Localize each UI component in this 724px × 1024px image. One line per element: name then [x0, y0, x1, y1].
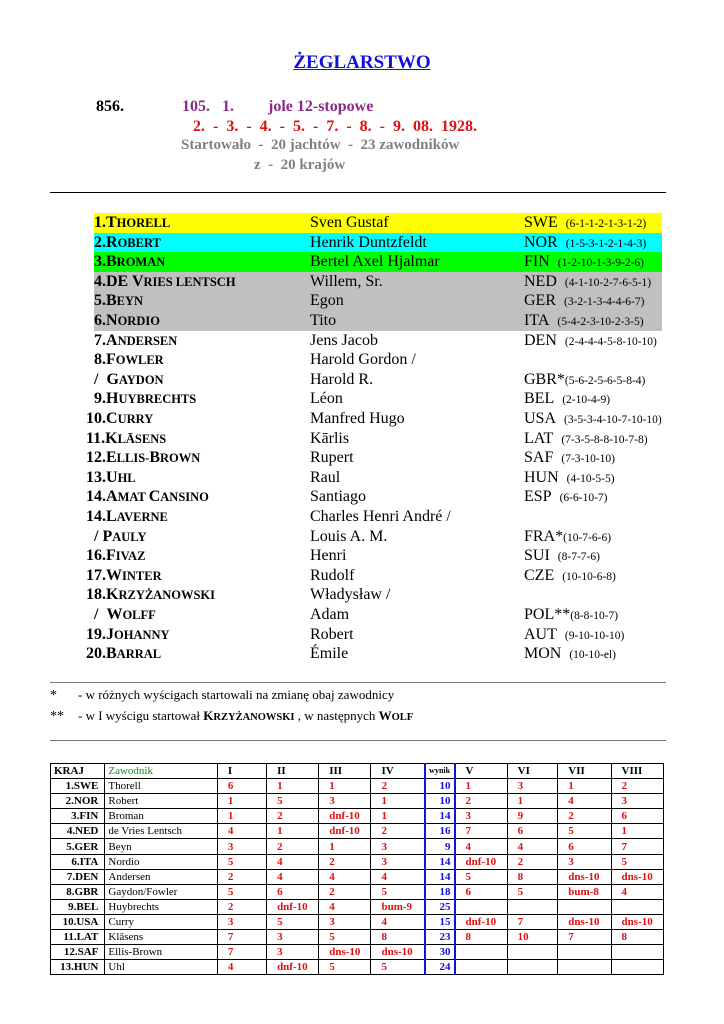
- race-cell: 2: [371, 779, 425, 794]
- result-row: [94, 311, 662, 331]
- note-mark: *: [50, 688, 57, 703]
- competitor-first-name: Manfred Hugo: [310, 410, 405, 427]
- country-cell: 11.LAT: [51, 930, 105, 945]
- country-and-races: FIN (1-2-10-1-3-9-2-6): [524, 253, 644, 271]
- event-name: jole 12-stopowe: [268, 98, 374, 115]
- result-row: [86, 331, 668, 351]
- result-row: [94, 272, 662, 292]
- country-cell: 8.GBR: [51, 884, 105, 899]
- race-cell: 1: [507, 794, 558, 809]
- competitor-surname: 2.ROBERT: [94, 233, 161, 251]
- table-header-row: [51, 764, 664, 779]
- race-cell: 6: [558, 839, 611, 854]
- competitor-first-name: Kārlis: [310, 429, 350, 447]
- race-cell: 4: [217, 960, 266, 975]
- country-and-races: LAT (7-3-5-8-8-10-7-8): [524, 429, 648, 447]
- race-cell: 5: [371, 884, 425, 899]
- country-and-races: POL**(8-8-10-7): [524, 606, 619, 623]
- race-cell: 5: [455, 869, 508, 884]
- competitor-surname: 7.ANDERSEN: [94, 331, 178, 349]
- competitor-cell: Andersen: [105, 869, 217, 884]
- event-countries: z - 20 krajów: [254, 157, 346, 173]
- race-cell: 2: [507, 854, 558, 869]
- total-cell: 16: [425, 824, 455, 839]
- race-cell: 3: [319, 794, 371, 809]
- competitor-surname: 5.BEYN: [94, 292, 144, 310]
- race-cell: dnf-10: [319, 809, 371, 824]
- race-cell: 1: [217, 809, 266, 824]
- divider: [50, 740, 666, 741]
- race-cell: 2: [455, 794, 508, 809]
- competitor-surname: 10.CURRY: [86, 410, 154, 427]
- race-cell: dns-10: [611, 914, 663, 929]
- competitor-first-name: Jens Jacob: [310, 331, 378, 349]
- competitor-first-name: Raul: [310, 468, 341, 486]
- competitor-surname: 8.FOWLER: [94, 351, 164, 369]
- country-and-races: SWE (6-1-1-2-1-3-1-2): [524, 214, 647, 231]
- race-cell: 4: [267, 854, 319, 869]
- total-cell: 24: [425, 960, 455, 975]
- result-row: [86, 448, 668, 468]
- note-single-star: [50, 687, 394, 704]
- country-and-races: DEN (2-4-4-4-5-8-10-10): [524, 331, 657, 349]
- competitor-surname: 20.BARRAL: [86, 645, 162, 663]
- race-cell: bum-8: [558, 884, 611, 899]
- competitor-surname: 14.AMAT CANSINO: [86, 488, 209, 506]
- race-cell: 10: [507, 930, 558, 945]
- country-cell: 5.GER: [51, 839, 105, 854]
- table-row: [51, 824, 664, 839]
- race-cell: 6: [267, 884, 319, 899]
- table-header-cell: II: [267, 764, 319, 779]
- race-cell: 2: [319, 854, 371, 869]
- table-header-cell: wynik: [425, 764, 455, 779]
- result-row: [86, 507, 668, 527]
- race-cell: 7: [507, 914, 558, 929]
- table-row: [51, 884, 664, 899]
- race-cell: 2: [217, 899, 266, 914]
- country-and-races: GER (3-2-1-3-4-4-6-7): [524, 292, 645, 310]
- country-and-races: ITA (5-4-2-3-10-2-3-5): [524, 312, 644, 329]
- competitor-first-name: Harold Gordon /: [310, 351, 416, 369]
- race-cell: 4: [267, 869, 319, 884]
- table-header-cell: VIII: [611, 764, 663, 779]
- country-cell: 1.SWE: [51, 779, 105, 794]
- competitor-surname: / PAULY: [94, 527, 147, 545]
- competitor-surname: / WOLFF: [94, 606, 156, 623]
- competitor-first-name: Louis A. M.: [310, 527, 388, 545]
- race-cell: [455, 960, 508, 975]
- competitor-first-name: Henrik Duntzfeldt: [310, 233, 427, 251]
- race-cell: 3: [371, 854, 425, 869]
- event-started: Startowało - 20 jachtów - 23 zawodników: [181, 137, 460, 153]
- race-cell: 6: [611, 809, 663, 824]
- race-cell: 1: [217, 794, 266, 809]
- competitor-surname: 18.KRZYŻANOWSKI: [86, 586, 215, 604]
- race-cell: [558, 899, 611, 914]
- total-cell: 30: [425, 945, 455, 960]
- race-cell: dns-10: [319, 945, 371, 960]
- race-cell: dnf-10: [267, 960, 319, 975]
- country-and-races: BEL (2-10-4-9): [524, 390, 611, 408]
- table-row: [51, 869, 664, 884]
- country-cell: 10.USA: [51, 914, 105, 929]
- country-cell: 4.NED: [51, 824, 105, 839]
- table-header-cell: VII: [558, 764, 611, 779]
- country-cell: 3.FIN: [51, 809, 105, 824]
- table-row: [51, 779, 664, 794]
- race-cell: 6: [455, 884, 508, 899]
- country-and-races: NOR (1-5-3-1-2-1-4-3): [524, 233, 647, 251]
- competitor-surname: 19.JOHANNY: [86, 625, 170, 643]
- competitor-cell: Broman: [105, 809, 217, 824]
- table-header-cell: VI: [507, 764, 558, 779]
- race-cell: 1: [371, 809, 425, 824]
- competitor-surname: 17.WINTER: [86, 566, 162, 584]
- competitor-cell: Nordio: [105, 854, 217, 869]
- race-cell: 3: [217, 839, 266, 854]
- total-cell: 15: [425, 914, 455, 929]
- country-and-races: SUI (8-7-7-6): [524, 547, 600, 565]
- race-cell: [507, 945, 558, 960]
- race-cell: 3: [267, 945, 319, 960]
- competitor-cell: de Vries Lentsch: [105, 824, 217, 839]
- competitor-first-name: Bertel Axel Hjalmar: [310, 253, 440, 271]
- race-cell: 4: [371, 869, 425, 884]
- country-and-races: GBR*(5-6-2-5-6-5-8-4): [524, 370, 646, 388]
- total-cell: 10: [425, 794, 455, 809]
- race-cell: 5: [217, 854, 266, 869]
- total-cell: 18: [425, 884, 455, 899]
- note-text: - w różnych wyścigach startowali na zmianę obaj zawodnicy: [78, 687, 395, 702]
- race-cell: 2: [217, 869, 266, 884]
- event-number: 856.: [96, 98, 124, 115]
- competitor-cell: Ellis-Brown: [105, 945, 217, 960]
- race-cell: 1: [371, 794, 425, 809]
- race-cell: 8: [507, 869, 558, 884]
- country-and-races: MON (10-10-el): [524, 645, 616, 663]
- competitor-surname: 4.DE VRIES LENTSCH: [94, 272, 236, 290]
- race-cell: 3: [371, 839, 425, 854]
- country-and-races: HUN (4-10-5-5): [524, 468, 615, 486]
- race-cell: 5: [319, 930, 371, 945]
- divider: [50, 192, 666, 193]
- country-and-races: USA (3-5-3-4-10-7-10-10): [524, 410, 662, 427]
- result-row: [86, 644, 668, 664]
- table-row: [51, 839, 664, 854]
- race-cell: 1: [455, 779, 508, 794]
- country-cell: 12.SAF: [51, 945, 105, 960]
- race-cell: [611, 899, 663, 914]
- result-row: [86, 370, 668, 390]
- race-cell: 7: [558, 930, 611, 945]
- competitor-surname: 11.KLĀSENS: [86, 429, 167, 447]
- total-cell: 10: [425, 779, 455, 794]
- race-cell: [611, 960, 663, 975]
- race-cell: [507, 960, 558, 975]
- country-and-races: AUT (9-10-10-10): [524, 625, 625, 643]
- race-cell: 5: [267, 794, 319, 809]
- result-row: [86, 389, 668, 409]
- result-row: [86, 605, 668, 625]
- event-code: 105. 1.: [182, 98, 234, 115]
- result-row: [86, 429, 668, 449]
- race-cell: bum-9: [371, 899, 425, 914]
- result-row: [94, 233, 662, 253]
- competitor-first-name: Willem, Sr.: [310, 272, 383, 290]
- total-cell: 9: [425, 839, 455, 854]
- result-row: [94, 291, 662, 311]
- note-name-wolf: WOLF: [378, 708, 414, 723]
- race-cell: 8: [455, 930, 508, 945]
- race-cell: 2: [267, 809, 319, 824]
- competitor-surname: 13.UHL: [86, 468, 136, 486]
- result-row: [86, 546, 668, 566]
- race-cell: 4: [217, 824, 266, 839]
- total-cell: 14: [425, 854, 455, 869]
- competitor-cell: Gaydon/Fowler: [105, 884, 217, 899]
- race-cell: 4: [371, 914, 425, 929]
- competitor-cell: Robert: [105, 794, 217, 809]
- race-cell: 3: [611, 794, 663, 809]
- result-row: [86, 527, 668, 547]
- race-cell: [558, 945, 611, 960]
- race-cell: dnf-10: [455, 854, 508, 869]
- table-row: [51, 809, 664, 824]
- competitor-surname: 12.ELLIS-BROWN: [86, 449, 201, 467]
- country-cell: 2.NOR: [51, 794, 105, 809]
- race-cell: 4: [611, 884, 663, 899]
- race-cell: 2: [319, 884, 371, 899]
- race-cell: [611, 945, 663, 960]
- total-cell: 25: [425, 899, 455, 914]
- race-cell: 1: [611, 824, 663, 839]
- result-row: [94, 252, 662, 272]
- country-and-races: CZE (10-10-6-8): [524, 566, 616, 584]
- table-header-cell: Zawodnik: [105, 764, 217, 779]
- result-row: [86, 625, 668, 645]
- race-cell: 5: [558, 824, 611, 839]
- country-and-races: SAF (7-3-10-10): [524, 449, 616, 467]
- race-cell: 1: [558, 779, 611, 794]
- table-row: [51, 945, 664, 960]
- race-cell: dns-10: [371, 945, 425, 960]
- country-and-races: ESP (6-6-10-7): [524, 488, 608, 506]
- race-cell: 2: [558, 809, 611, 824]
- competitor-first-name: Émile: [310, 645, 349, 663]
- competitor-surname: / GAYDON: [94, 370, 164, 388]
- race-cell: 4: [319, 869, 371, 884]
- table-row: [51, 854, 664, 869]
- country-and-races: NED (4-1-10-2-7-6-5-1): [524, 272, 652, 290]
- race-cell: 8: [371, 930, 425, 945]
- race-cell: 1: [267, 779, 319, 794]
- competitor-first-name: Henri: [310, 547, 347, 565]
- race-cell: dnf-10: [267, 899, 319, 914]
- result-row: [86, 566, 668, 586]
- competitor-surname: 16.FIVAZ: [86, 547, 146, 565]
- race-cell: dns-10: [558, 914, 611, 929]
- country-and-races: FRA*(10-7-6-6): [524, 527, 612, 545]
- competitor-cell: Thorell: [105, 779, 217, 794]
- note-name-krzyzanowski: KRZYŻANOWSKI: [203, 708, 295, 723]
- result-row: [94, 213, 662, 233]
- note-double-star: [50, 708, 413, 725]
- race-cell: 7: [217, 945, 266, 960]
- divider: [50, 682, 666, 683]
- table-row: [51, 794, 664, 809]
- race-cell: 4: [558, 794, 611, 809]
- race-cell: dnf-10: [319, 824, 371, 839]
- page-title: ŻEGLARSTWO: [293, 52, 431, 73]
- table-header-cell: V: [455, 764, 508, 779]
- competitor-surname: 14.LAVERNE: [86, 508, 168, 525]
- result-row: [86, 585, 668, 605]
- competitor-first-name: Santiago: [310, 488, 366, 506]
- competitor-surname: 6.NORDIO: [94, 312, 160, 329]
- event-dates: 2. - 3. - 4. - 5. - 7. - 8. - 9. 08. 1928.: [193, 118, 477, 135]
- race-cell: 4: [455, 839, 508, 854]
- table-header-cell: I: [217, 764, 266, 779]
- race-cell: dns-10: [558, 869, 611, 884]
- table-row: [51, 914, 664, 929]
- competitor-cell: Curry: [105, 914, 217, 929]
- race-cell: 6: [507, 824, 558, 839]
- race-cell: 4: [507, 839, 558, 854]
- competitor-first-name: Rudolf: [310, 566, 355, 584]
- result-row: [86, 350, 668, 370]
- competitor-first-name: Rupert: [310, 449, 354, 467]
- competitor-first-name: Egon: [310, 292, 344, 310]
- race-cell: 8: [611, 930, 663, 945]
- country-cell: 6.ITA: [51, 854, 105, 869]
- race-cell: 7: [611, 839, 663, 854]
- competitor-cell: Huybrechts: [105, 899, 217, 914]
- competitor-cell: Beyn: [105, 839, 217, 854]
- competitor-first-name: Robert: [310, 625, 354, 643]
- race-cell: 5: [319, 960, 371, 975]
- table-row: [51, 960, 664, 975]
- race-cell: 5: [371, 960, 425, 975]
- table-header-cell: IV: [371, 764, 425, 779]
- race-cell: 3: [267, 930, 319, 945]
- race-cell: 4: [319, 899, 371, 914]
- race-cell: 5: [507, 884, 558, 899]
- result-row: [86, 487, 668, 507]
- note-mark: **: [50, 709, 64, 724]
- competitor-first-name: Władysław /: [310, 586, 391, 604]
- results-table: [50, 763, 664, 975]
- race-cell: 9: [507, 809, 558, 824]
- race-cell: 1: [267, 824, 319, 839]
- race-cell: 7: [217, 930, 266, 945]
- competitor-first-name: Tito: [310, 312, 337, 329]
- competitor-first-name: Harold R.: [310, 370, 374, 388]
- race-cell: 5: [217, 884, 266, 899]
- race-cell: 1: [319, 779, 371, 794]
- total-cell: 14: [425, 869, 455, 884]
- race-cell: dnf-10: [455, 914, 508, 929]
- race-cell: 3: [217, 914, 266, 929]
- race-cell: 3: [558, 854, 611, 869]
- table-header-cell: KRAJ: [51, 764, 105, 779]
- competitor-first-name: Charles Henri André /: [310, 508, 451, 525]
- result-row: [86, 468, 668, 488]
- competitor-first-name: Sven Gustaf: [310, 214, 389, 231]
- competitor-cell: Uhl: [105, 960, 217, 975]
- table-row: [51, 899, 664, 914]
- table-header-cell: III: [319, 764, 371, 779]
- table-row: [51, 930, 664, 945]
- race-cell: [558, 960, 611, 975]
- result-row: [86, 409, 668, 429]
- total-cell: 23: [425, 930, 455, 945]
- race-cell: 1: [319, 839, 371, 854]
- country-cell: 13.HUN: [51, 960, 105, 975]
- race-cell: 5: [267, 914, 319, 929]
- race-cell: [507, 899, 558, 914]
- race-cell: 5: [611, 854, 663, 869]
- competitor-surname: 9.HUYBRECHTS: [94, 390, 197, 408]
- race-cell: [455, 899, 508, 914]
- competitor-cell: Klāsens: [105, 930, 217, 945]
- note-text: - w I wyścigu startował: [78, 708, 204, 723]
- competitor-surname: 3.BROMAN: [94, 253, 166, 271]
- total-cell: 14: [425, 809, 455, 824]
- race-cell: 2: [267, 839, 319, 854]
- race-cell: 2: [611, 779, 663, 794]
- race-cell: dns-10: [611, 869, 663, 884]
- competitor-first-name: Léon: [310, 390, 343, 408]
- country-cell: 9.BEL: [51, 899, 105, 914]
- note-text-mid: , w następnych: [294, 708, 379, 723]
- race-cell: 3: [507, 779, 558, 794]
- country-cell: 7.DEN: [51, 869, 105, 884]
- race-cell: 7: [455, 824, 508, 839]
- competitor-surname: 1.THORELL: [94, 214, 171, 231]
- race-cell: 3: [319, 914, 371, 929]
- competitor-first-name: Adam: [310, 606, 350, 623]
- race-cell: 6: [217, 779, 266, 794]
- race-cell: 2: [371, 824, 425, 839]
- race-cell: 3: [455, 809, 508, 824]
- race-cell: [455, 945, 508, 960]
